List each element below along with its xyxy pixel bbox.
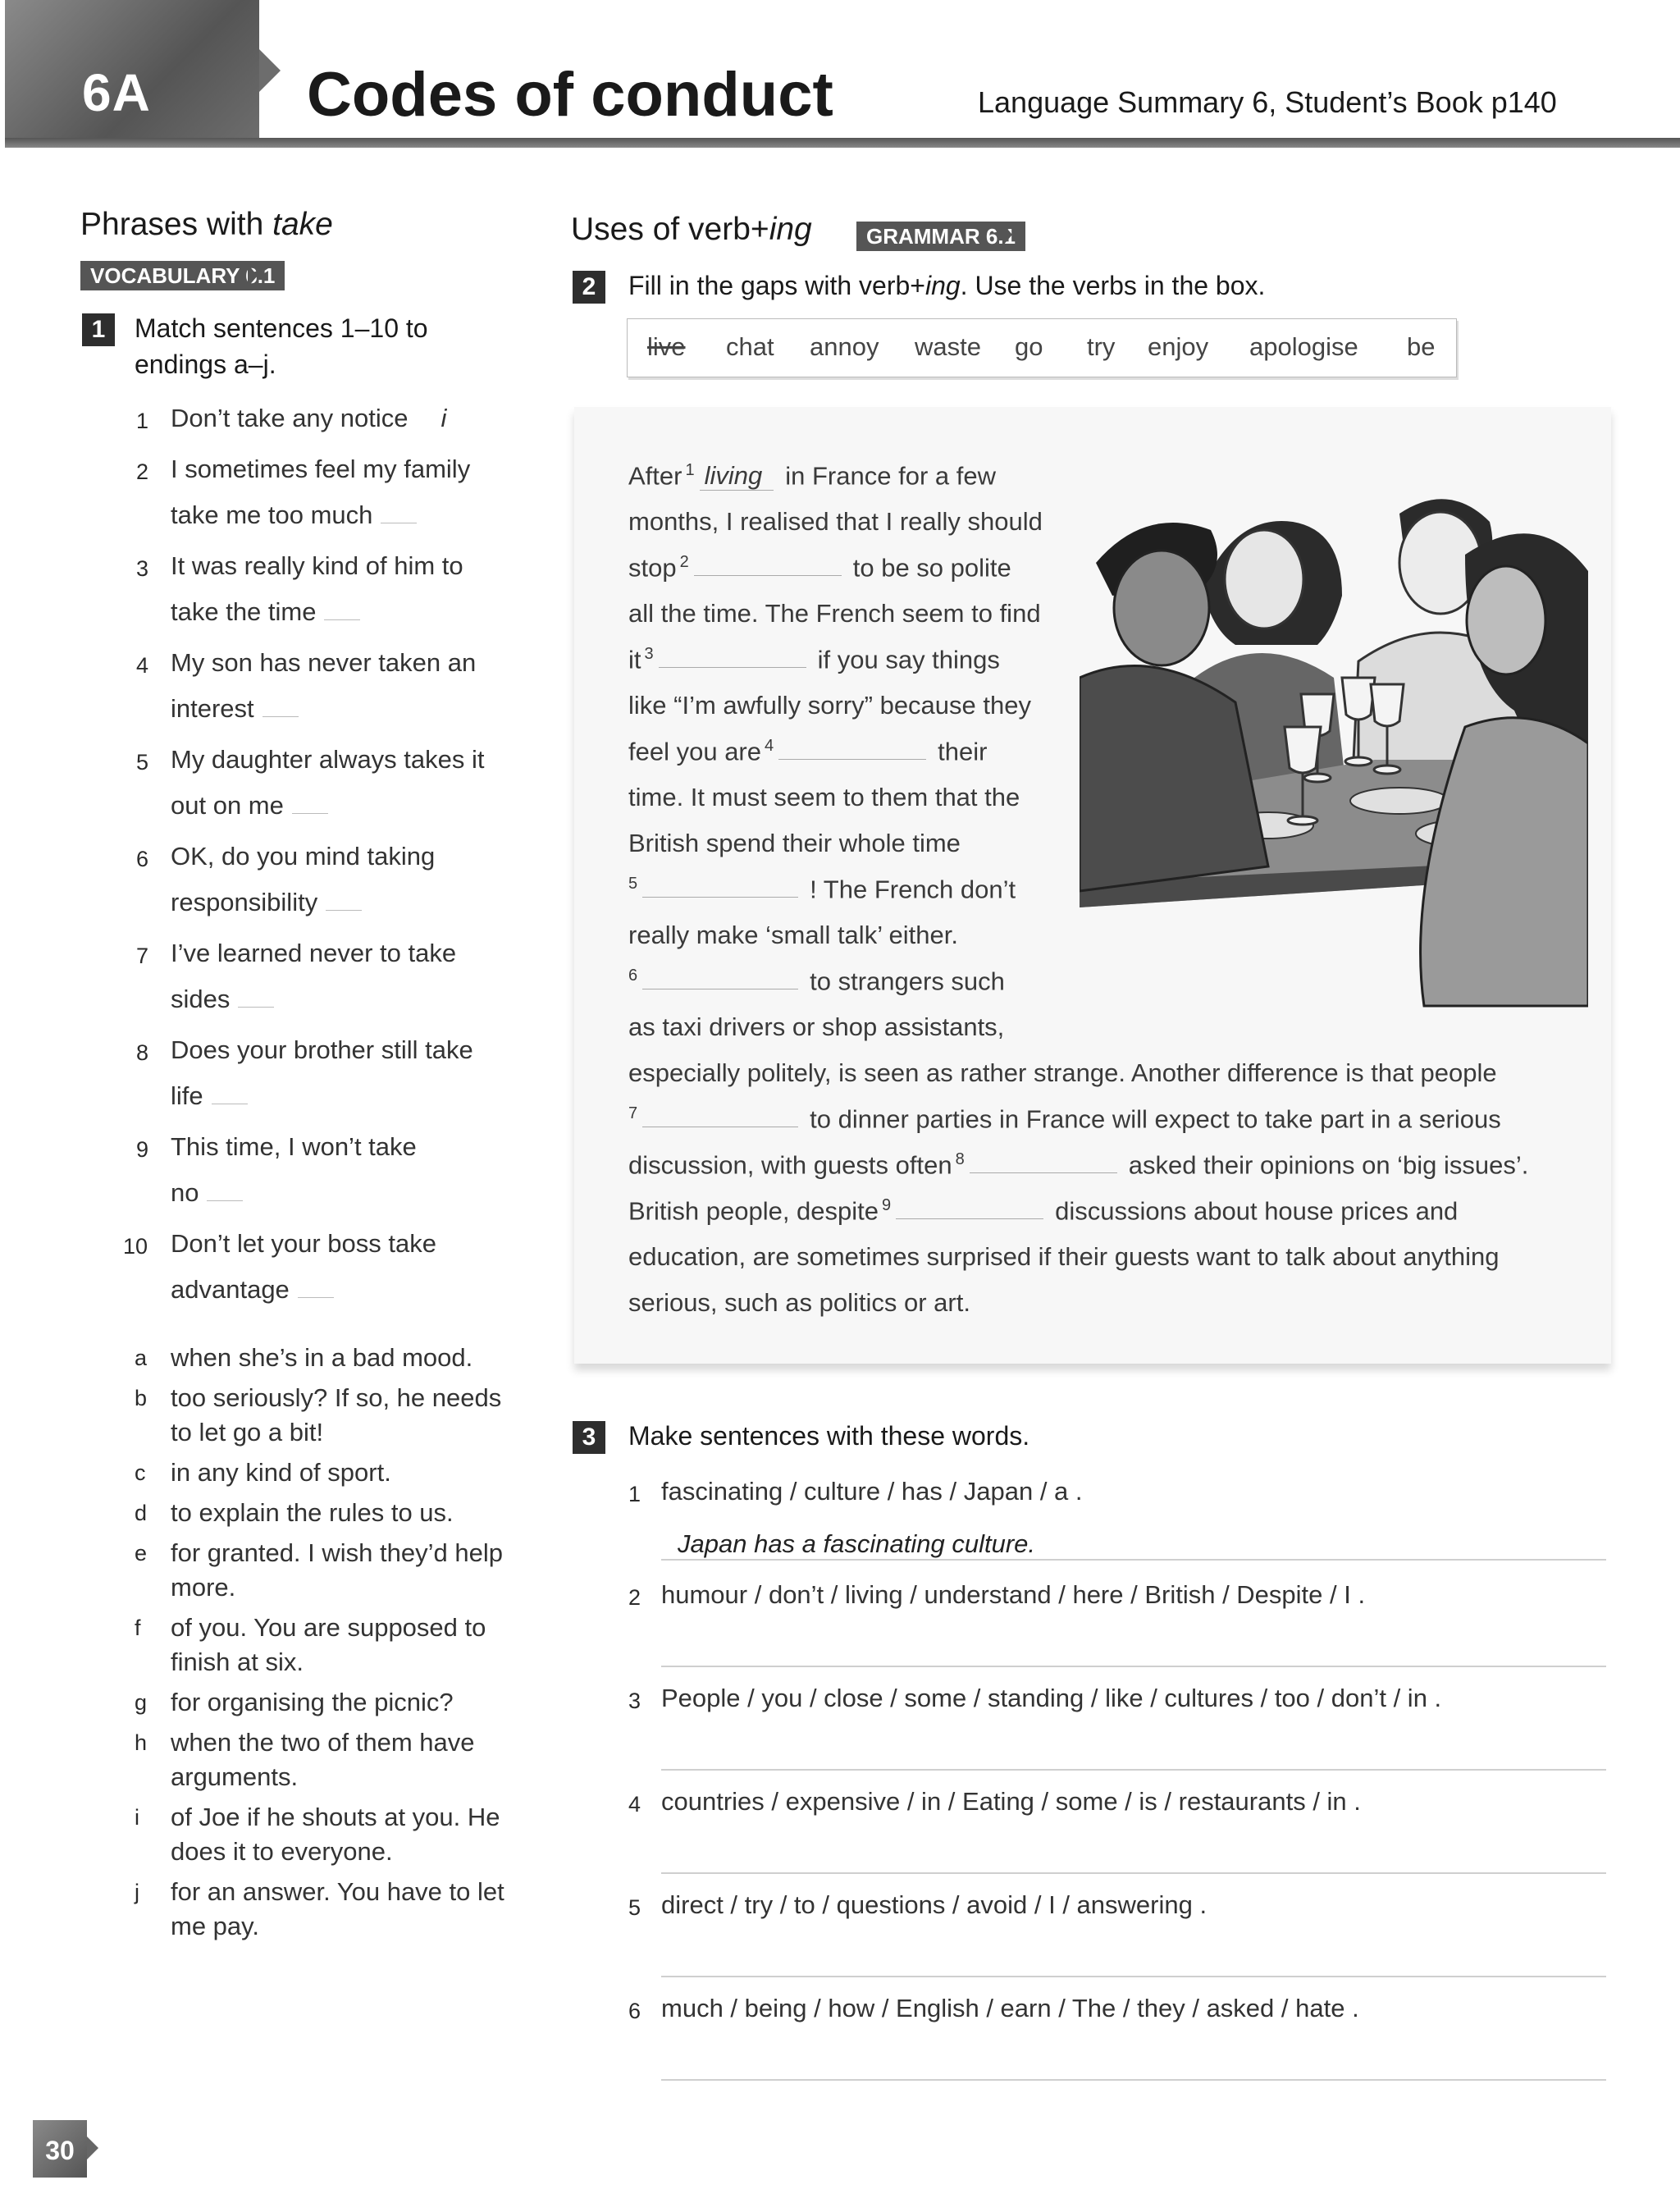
sentence-item xyxy=(115,1124,509,1216)
gap-3[interactable] xyxy=(659,647,806,668)
item-number: 2 xyxy=(628,1585,641,1610)
passage-line: serious, such as politics or art. xyxy=(628,1288,970,1317)
sentence-text: My son has never taken an xyxy=(171,648,477,677)
answer-blank[interactable] xyxy=(298,1276,334,1298)
verb-option: waste xyxy=(915,332,981,361)
verb-option: live xyxy=(647,332,686,361)
sentence-number: 8 xyxy=(136,1040,149,1065)
exercise-2-instruction: Fill in the gaps with verb+ing. Use the verbs in the box. xyxy=(628,271,1266,300)
ending-text: in any kind of sport. xyxy=(171,1458,391,1487)
word-prompt: People / you / close / some / standing / like / cultures / too / don’t / in . xyxy=(661,1684,1442,1712)
passage-line: like “I’m awfully sorry” because they xyxy=(628,691,1031,720)
passage-line: discussion, with guests often $^8$ asked their opinions on ‘big issues’. xyxy=(628,1150,1529,1180)
passage-line: feel you are $^4$ their xyxy=(628,737,988,766)
sentence-number: 10 xyxy=(123,1234,148,1259)
passage-line: it $^3$ if you say things xyxy=(628,645,1000,674)
passage-line: all the time. The French seem to find xyxy=(628,599,1041,628)
sentence-item xyxy=(115,446,509,538)
sentence-text: Don’t let your boss take xyxy=(171,1229,436,1258)
word-prompt: countries / expensive / in / Eating / some / is / restaurants / in . xyxy=(661,1787,1361,1816)
unit-code: 6A xyxy=(82,63,151,122)
answer-blank[interactable] xyxy=(381,501,417,523)
sentence-text: sides xyxy=(171,976,509,1022)
sentence-text: take me too much xyxy=(171,492,509,538)
vocabulary-tag-arrow xyxy=(248,264,258,287)
ending-text: when the two of them have xyxy=(171,1728,475,1757)
ending-text: for an answer. You have to let xyxy=(171,1877,504,1906)
answer-line[interactable] xyxy=(661,1769,1606,1771)
ending-item xyxy=(123,1456,517,1490)
ending-text: to explain the rules to us. xyxy=(171,1498,454,1527)
page-number-arrow xyxy=(87,2137,98,2159)
ending-item xyxy=(123,1685,517,1720)
sentence-item xyxy=(115,543,509,635)
ending-item xyxy=(123,1611,517,1680)
page-number: 30 xyxy=(45,2136,75,2165)
sentence-builder-item xyxy=(627,1580,1611,1684)
ending-item xyxy=(123,1536,517,1605)
sentence-item xyxy=(115,930,509,1022)
header-rule xyxy=(5,138,1680,148)
grammar-tag-arrow xyxy=(1002,223,1012,246)
answer-blank[interactable] xyxy=(262,695,299,717)
verb-option: annoy xyxy=(810,332,879,361)
sentence-text: life xyxy=(171,1073,509,1119)
ending-item xyxy=(123,1725,517,1794)
sentence-item xyxy=(115,640,509,732)
ending-letter: d xyxy=(135,1501,148,1525)
answer-line[interactable] xyxy=(661,1976,1606,1977)
item-number: 1 xyxy=(628,1482,641,1506)
word-prompt: humour / don’t / living / understand / here / British / Despite / I . xyxy=(661,1580,1366,1609)
exercise-1-instruction: Match sentences 1–10 to endings a–j. xyxy=(135,313,428,379)
answer-line[interactable] xyxy=(661,2079,1606,2081)
passage-line: especially politely, is seen as rather strange. Another difference is that people xyxy=(628,1058,1497,1087)
sentence-number: 3 xyxy=(136,556,149,581)
answer-blank[interactable] xyxy=(212,1082,248,1104)
word-prompt: direct / try / to / questions / avoid / I / answering . xyxy=(661,1890,1208,1919)
grammar-heading: Uses of verb+ing xyxy=(571,212,812,247)
ending-letter: g xyxy=(135,1690,148,1715)
ending-text: of Joe if he shouts at you. He xyxy=(171,1803,500,1831)
sentence-text: It was really kind of him to xyxy=(171,551,463,580)
ending-letter: j xyxy=(135,1880,139,1904)
example-answer: Japan has a fascinating culture. xyxy=(678,1529,1035,1558)
verb-box xyxy=(627,318,1457,377)
ending-letter: i xyxy=(135,1805,139,1830)
vocabulary-tag: VOCABULARY 6.1 xyxy=(80,261,285,290)
verb-option: be xyxy=(1407,332,1436,361)
page-reference: Language Summary 6, Student’s Book p140 xyxy=(978,85,1557,119)
sentence-builder-item xyxy=(627,1890,1611,1994)
item-number: 6 xyxy=(628,1999,641,2023)
ending-letter: b xyxy=(135,1386,148,1410)
exercise-2-number: 2 xyxy=(573,271,605,304)
ending-item xyxy=(123,1875,517,1944)
grammar-tag: GRAMMAR 6.1 xyxy=(856,222,1025,251)
passage-line: stop $^2$ to be so polite xyxy=(628,553,1011,583)
sentence-number: 7 xyxy=(136,944,149,968)
sentence-item xyxy=(115,834,509,925)
sentence-text: OK, do you mind taking xyxy=(171,842,436,871)
item-number: 3 xyxy=(628,1689,641,1713)
ending-text: arguments. xyxy=(171,1762,299,1791)
passage-line: British spend their whole time xyxy=(628,829,961,857)
sentence-builder-item xyxy=(627,1684,1611,1787)
exercise-1-number: 1 xyxy=(82,313,115,346)
passage-line: $^6$ to strangers such xyxy=(628,967,1005,996)
word-prompt: fascinating / culture / has / Japan / a . xyxy=(661,1477,1083,1506)
passage-line: time. It must seem to them that the xyxy=(628,783,1020,811)
gap-4[interactable] xyxy=(778,739,926,760)
sentence-builder-item xyxy=(627,1994,1611,2097)
sentence-text: interest xyxy=(171,686,509,732)
sentence-number: 5 xyxy=(136,750,149,775)
sentence-item xyxy=(115,1221,509,1313)
ending-text: me pay. xyxy=(171,1912,259,1940)
sentence-text: take the time xyxy=(171,589,509,635)
sentence-number: 9 xyxy=(136,1137,149,1162)
ending-letter: e xyxy=(135,1541,148,1565)
verb-option: enjoy xyxy=(1148,332,1209,361)
passage-line: months, I realised that I really should xyxy=(628,507,1043,536)
ending-text: more. xyxy=(171,1573,236,1602)
sentence-text: Don’t take any notice i xyxy=(171,404,447,432)
sentence-text: responsibility xyxy=(171,880,509,925)
sentence-builder-item xyxy=(627,1787,1611,1890)
ending-text: to let go a bit! xyxy=(171,1418,324,1446)
gap-6[interactable] xyxy=(642,969,798,989)
page-title: Codes of conduct xyxy=(307,60,833,130)
sentence-text: advantage xyxy=(171,1267,509,1313)
ending-text: does it to everyone. xyxy=(171,1837,393,1866)
ending-letter: c xyxy=(135,1460,146,1485)
passage-line: British people, despite $^9$ discussions about house prices and xyxy=(628,1196,1459,1226)
verb-option: try xyxy=(1087,332,1116,361)
gap-8[interactable] xyxy=(970,1153,1117,1173)
passage-line: After $^1$ living in France for a few xyxy=(628,461,996,491)
passage-line: $^7$ to dinner parties in France will expect to take part in a serious xyxy=(628,1104,1501,1134)
answer-blank[interactable] xyxy=(326,889,362,911)
answer-blank[interactable] xyxy=(292,792,328,814)
sentence-number: 2 xyxy=(136,459,149,484)
sentence-text: no xyxy=(171,1170,509,1216)
passage-line: education, are sometimes surprised if their guests want to talk about anything xyxy=(628,1242,1500,1271)
ending-text: for organising the picnic? xyxy=(171,1688,454,1716)
gap-7[interactable] xyxy=(642,1107,798,1127)
ending-letter: a xyxy=(135,1346,148,1370)
gap-1-answer[interactable]: living xyxy=(700,461,774,491)
word-prompt: much / being / how / English / earn / The / they / asked / hate . xyxy=(661,1994,1359,2022)
answer-blank[interactable] xyxy=(324,598,360,620)
exercise-3-number: 3 xyxy=(573,1421,605,1454)
passage-line: really make ‘small talk’ either. xyxy=(628,921,958,949)
answer-blank[interactable] xyxy=(238,985,274,1008)
sentence-text: This time, I won’t take xyxy=(171,1132,417,1161)
sentence-builder-item xyxy=(627,1477,1611,1580)
item-number: 4 xyxy=(628,1792,641,1817)
sentence-item xyxy=(115,1027,509,1119)
sentence-number: 4 xyxy=(136,653,149,678)
gap-2[interactable] xyxy=(694,555,842,576)
sentence-item xyxy=(115,737,509,829)
endings-list xyxy=(123,1341,517,1949)
sentence-text: Does your brother still take xyxy=(171,1035,473,1064)
gap-9[interactable] xyxy=(896,1199,1043,1219)
ending-text: finish at six. xyxy=(171,1648,304,1676)
verb-option: apologise xyxy=(1249,332,1358,361)
passage-line: $^5$ ! The French don’t xyxy=(628,875,1016,904)
verb-option: chat xyxy=(726,332,774,361)
answer-blank[interactable] xyxy=(207,1179,243,1201)
ending-item xyxy=(123,1381,517,1450)
sentence-text: out on me xyxy=(171,783,509,829)
answer-line[interactable] xyxy=(661,1559,1606,1561)
answer-line[interactable] xyxy=(661,1666,1606,1667)
ending-item xyxy=(123,1800,517,1869)
answer-line[interactable] xyxy=(661,1872,1606,1874)
ending-text: for granted. I wish they’d help xyxy=(171,1538,503,1567)
gap-5[interactable] xyxy=(642,877,798,898)
vocabulary-heading: Phrases with take xyxy=(80,207,333,242)
passage-line: as taxi drivers or shop assistants, xyxy=(628,1012,1005,1041)
ending-text: too seriously? If so, he needs xyxy=(171,1383,502,1412)
verb-option: go xyxy=(1015,332,1043,361)
sentence-list xyxy=(115,395,509,1318)
ending-letter: f xyxy=(135,1616,141,1640)
ending-item xyxy=(123,1496,517,1530)
dinner-party-illustration xyxy=(1080,464,1588,1009)
ending-text: when she’s in a bad mood. xyxy=(171,1343,473,1372)
sentence-builder-list xyxy=(627,1477,1611,2097)
sentence-item xyxy=(115,395,509,441)
sentence-text: I’ve learned never to take xyxy=(171,939,457,967)
exercise-3-instruction: Make sentences with these words. xyxy=(628,1421,1030,1451)
sentence-text: My daughter always takes it xyxy=(171,745,485,774)
ending-letter: h xyxy=(135,1730,148,1755)
ending-text: of you. You are supposed to xyxy=(171,1613,486,1642)
item-number: 5 xyxy=(628,1895,641,1920)
sentence-number: 6 xyxy=(136,847,149,871)
answer-blank[interactable]: i xyxy=(441,404,447,432)
unit-badge-arrow xyxy=(259,49,281,92)
sentence-number: 1 xyxy=(136,409,149,433)
ending-item xyxy=(123,1341,517,1375)
sentence-text: I sometimes feel my family xyxy=(171,455,471,483)
